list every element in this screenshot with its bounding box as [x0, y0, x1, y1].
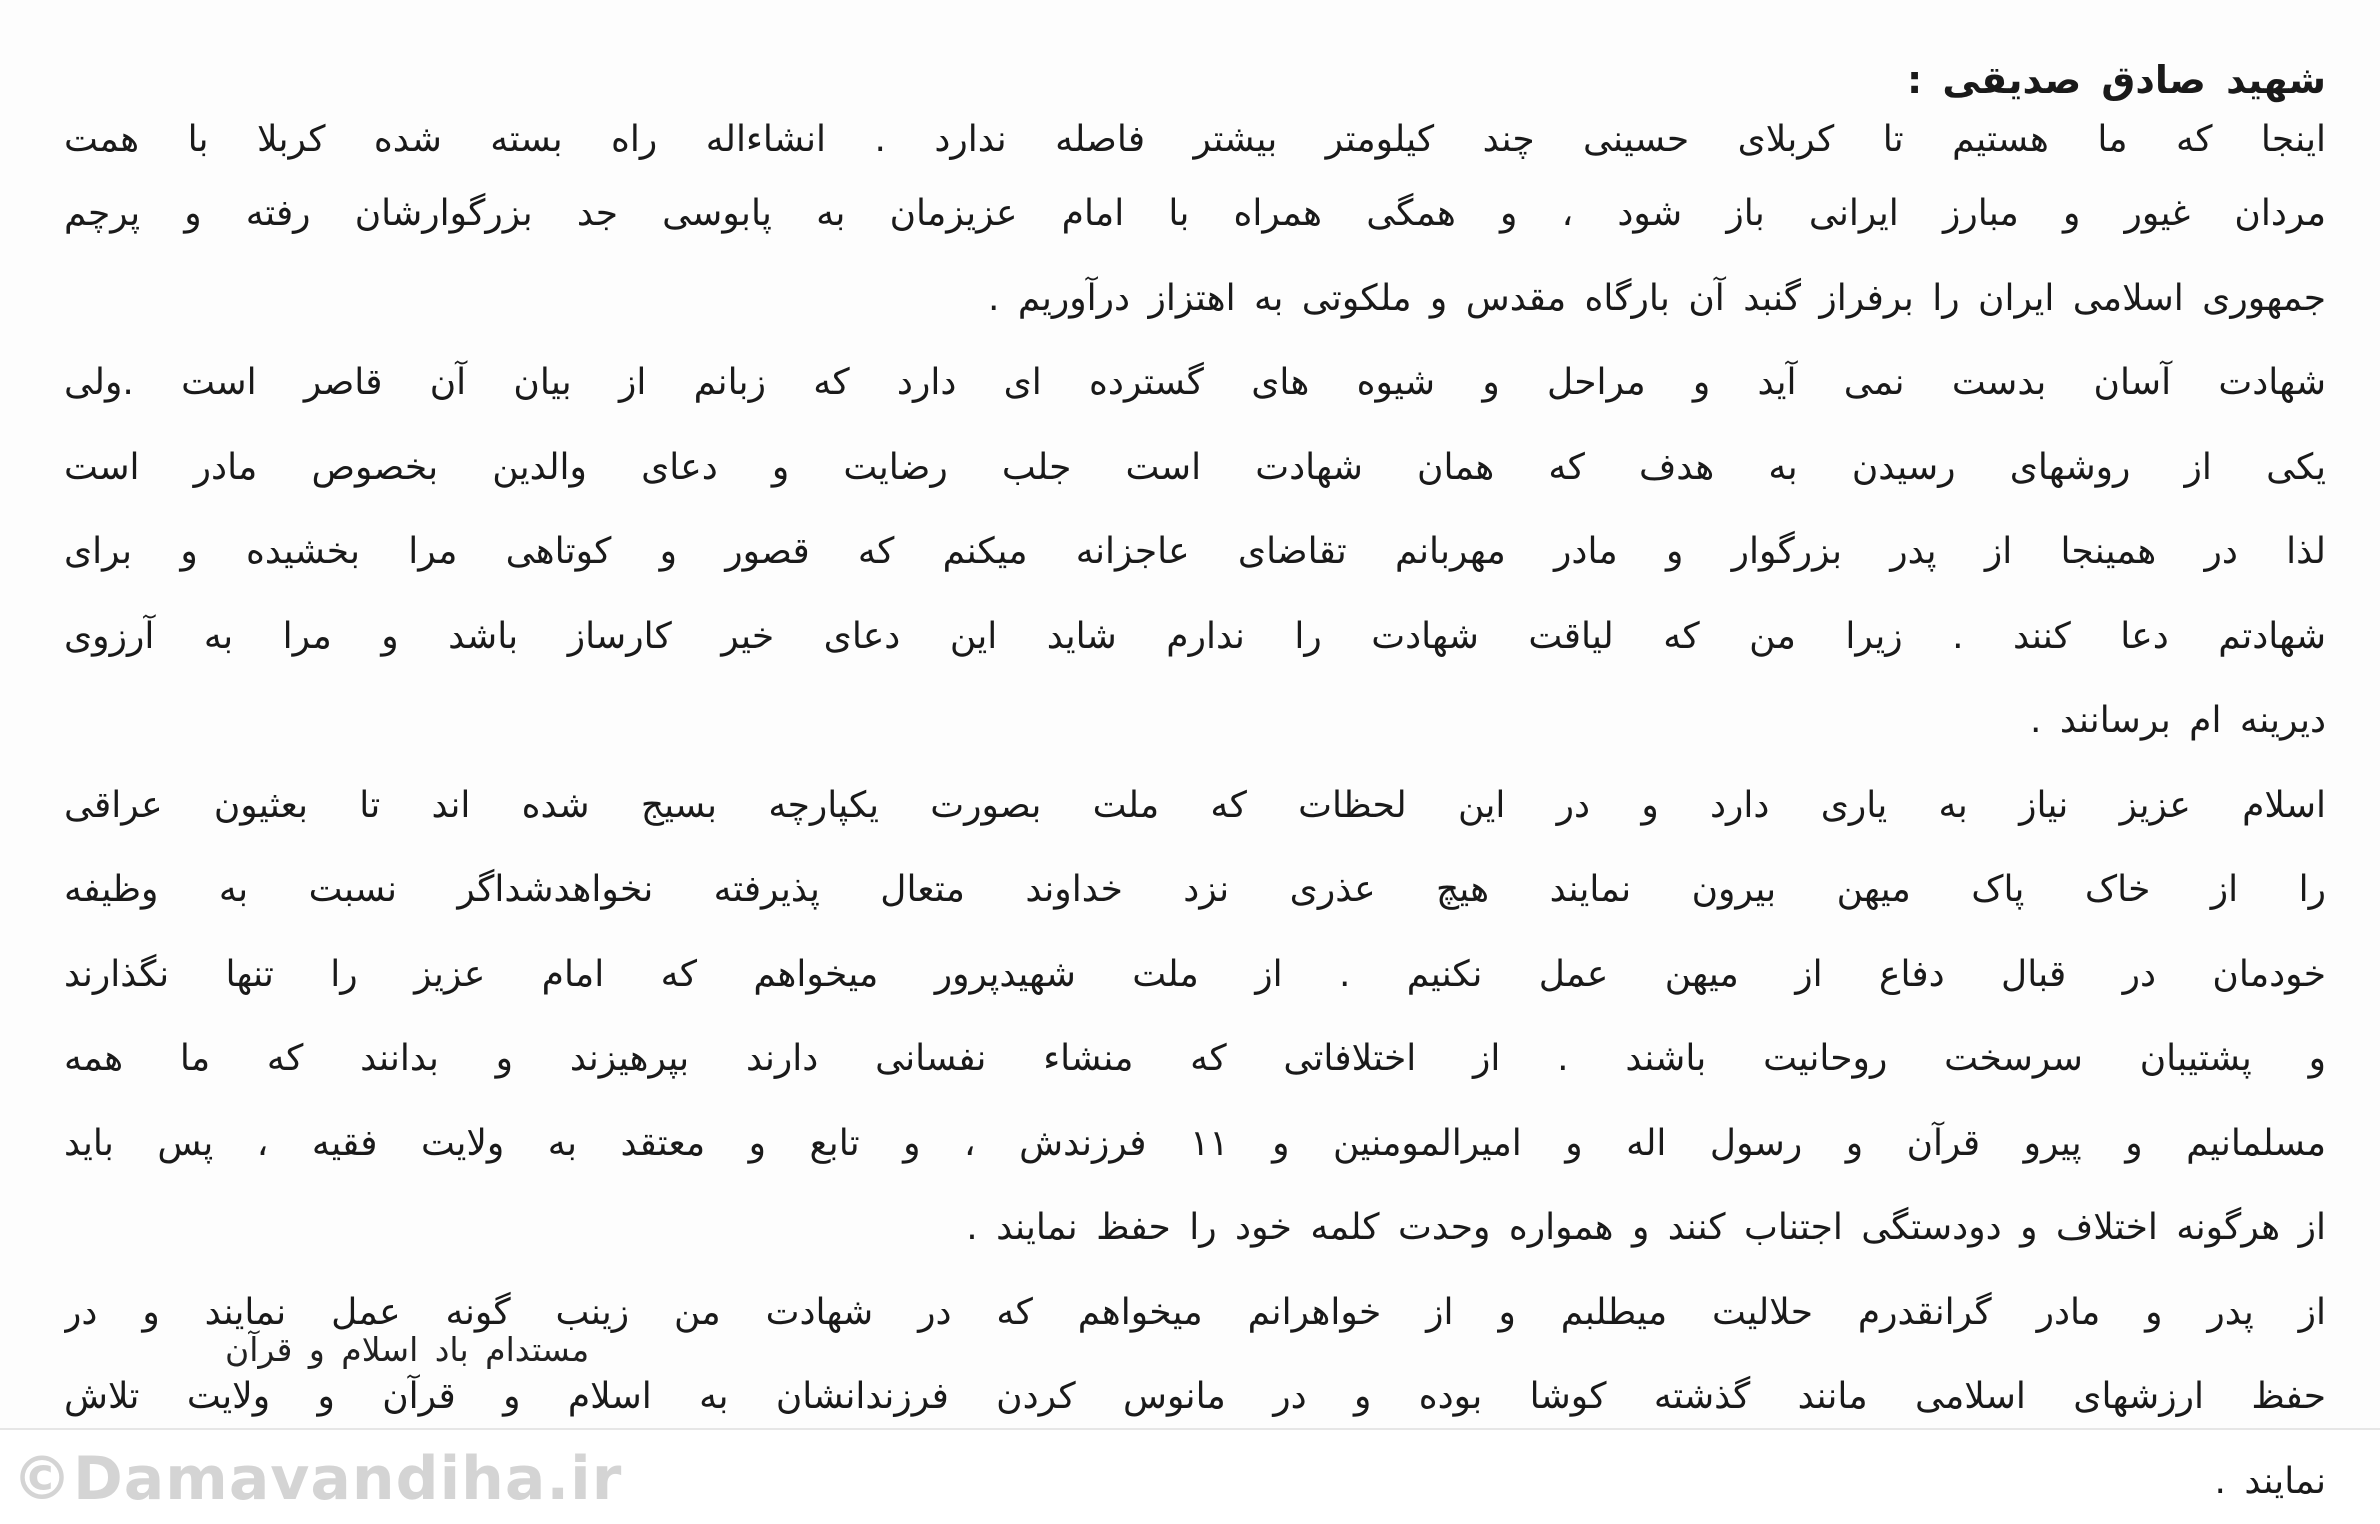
text-line: یکی از روشهای رسیدن به هدف که همان شهادت است جلب رضایت و دعای والدین بخصوص مادر است — [64, 426, 2326, 511]
text-line: و پشتیبان سرسخت روحانیت باشند . از اختلافاتی که منشاء نفسانی دارند بپرهیزند و بدانند که ما همه — [64, 1017, 2326, 1102]
text-line: اینجا که ما هستیم تا کربلای حسینی چند کیلومتر بیشتر فاصله ندارد . انشاءاله راه بسته شده کربلا با همت — [64, 108, 2326, 172]
text-line: جمهوری اسلامی ایران را برفراز گنبد آن بارگاه مقدس و ملکوتی به اهتزاز درآوریم . — [64, 257, 2326, 342]
text-line: شهادتم دعا کنند . زیرا من که لیاقت شهادت را ندارم شاید این دعای خیر کارساز باشد و مرا به آرزوی — [64, 595, 2326, 680]
page-edge-divider — [0, 1428, 2380, 1430]
text-line: دیرینه ام برسانند . — [64, 679, 2326, 764]
text-line: خودمان در قبال دفاع از میهن عمل نکنیم . از ملت شهیدپرور میخواهم که امام عزیز را تنها نگذارند — [64, 933, 2326, 1018]
text-line: را از خاک پاک میهن بیرون نمایند هیچ عذری نزد خداوند متعال پذیرفته نخواهدشداگر نسبت به وظیفه — [64, 848, 2326, 933]
text-line: لذا در همینجا از پدر بزرگوار و مادر مهربانم تقاضای عاجزانه میکنم که قصور و کوتاهی مرا بخشیده و برای — [64, 510, 2326, 595]
text-line: مردان غیور و مبارز ایرانی باز شود ، و همگی همراه با امام عزیزمان به پابوسی جد بزرگوارشان رفته و پرچم — [64, 172, 2326, 257]
closing-line: مستدام باد اسلام و قرآن — [225, 1330, 589, 1369]
will-text — [64, 52, 2326, 1524]
text-line: مسلمانیم و پیرو قرآن و رسول اله و امیرالمومنین و ۱۱ فرزندش ، و تابع و معتقد به ولایت فقیه ، پس باید — [64, 1102, 2326, 1187]
text-line: نمایند . — [64, 1440, 2326, 1524]
text-line: از پدر و مادر گرانقدرم حلالیت میطلبم و از خواهرانم میخواهم که در شهادت من زینب گونه عمل نمایند و در — [64, 1271, 2326, 1356]
text-line: از هرگونه اختلاف و دودستگی اجتناب کنند و همواره وحدت کلمه خود را حفظ نمایند . — [64, 1186, 2326, 1271]
site-watermark: ©Damavandiha.ir — [12, 1444, 622, 1514]
document-heading: شهید صادق صدیقی : — [64, 52, 2326, 108]
text-line: شهادت آسان بدست نمی آید و مراحل و شیوه های گسترده ای دارد که زبانم از بیان آن قاصر است .ولی — [64, 341, 2326, 426]
text-line: اسلام عزیز نیاز به یاری دارد و در این لحظات که ملت بصورت یکپارچه بسیج شده اند تا بعثیون عراقی — [64, 764, 2326, 849]
text-line: حفظ ارزشهای اسلامی مانند گذشته کوشا بوده و در مانوس کردن فرزندانشان به اسلام و قرآن و ولایت تلاش — [64, 1355, 2326, 1440]
